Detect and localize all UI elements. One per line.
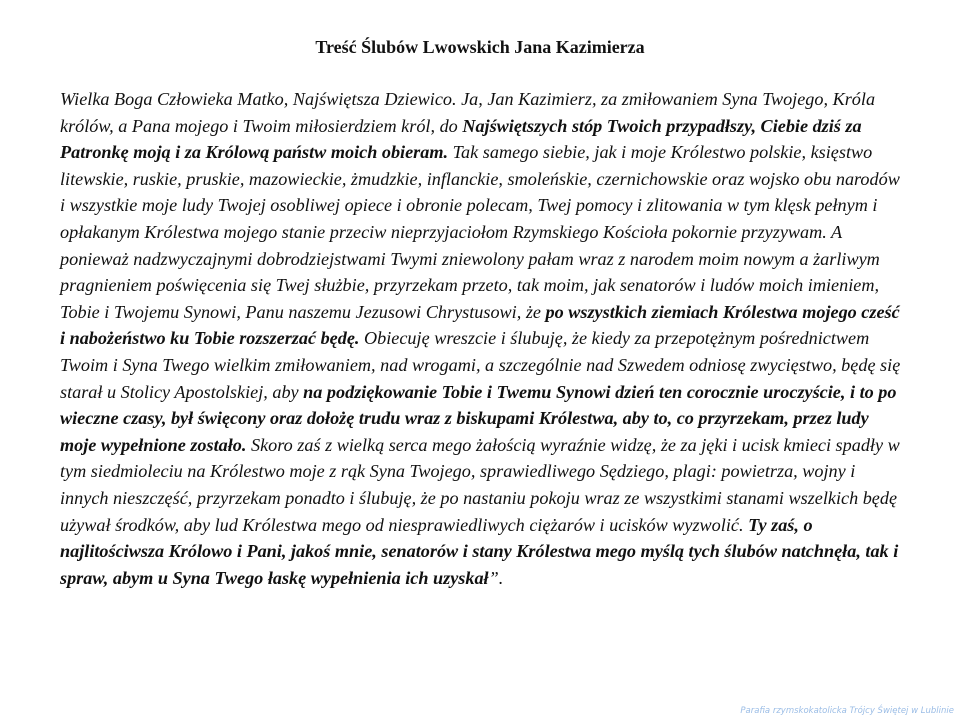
document-title: Treść Ślubów Lwowskich Jana Kazimierza <box>315 37 645 57</box>
vow-text-segment-bold: Ty zaś, o najlitościwsza Królowo i Pani, jakoś mnie, senatorów i stany Królestwa mego myślą tych ślubów natchnęła, tak i spraw, abym u Syna Twego łaskę wypełnienia ich uzyskał <box>60 514 899 588</box>
vow-text-segment: Obiecuję wreszcie i ślubuję, że kiedy za przepotężnym pośrednictwem Twoim i Syna Twego wielkim zmiłowaniem, nad wrogami, a szczególnie nad Szwedem odniosę zwycięstwo, będę się starał u Stolicy Apostolskiej, aby <box>60 328 901 402</box>
vow-text-segment-bold: po wszystkich ziemiach Królestwa mojego cześć i nabożeństwo ku Tobie rozszerzać będę. <box>60 301 900 349</box>
vow-text-segment-bold: na podziękowanie Tobie i Twemu Synowi dzień ten corocznie uroczyście, i to po wieczne czasy, był święcony oraz dołożę trudu wraz z biskupami Królestwa, aby to, co przyrzekam, przez ludy moje wypełnione zostało. <box>60 381 897 455</box>
footer-credit: Parafia rzymskokatolicka Trójcy Świętej w Lublinie <box>740 706 954 716</box>
vow-text-segment: Tak samego siebie, jak i moje Królestwo polskie, księstwo litewskie, ruskie, pruskie, mazowieckie, żmudzkie, inflanckie, smoleńskie, czernichowskie oraz wojsko obu narodów i wszystkie moje ludy Twojej osobliwej opiece i obronie polecam, Twej pomocy i zlitowania w tym klęsk pełnym i opłakanym Królestwa mojego stanie przeciw nieprzyjaciołom Rzymskiego Kościoła pokornie przyzywam. A ponieważ nadzwyczajnymi dobrodziejstwami Twymi zniewolony pałam wraz z narodem moim nowym a żarliwym pragnieniem poświęcenia się Twej służbie, przyrzekam przeto, tak moim, jak senatorów i ludów moich imieniem, Tobie i Twojemu Synowi, Panu naszemu Jezusowi Chrystusowi, że <box>60 142 900 322</box>
vow-text-segment: Skoro zaś z wielką serca mego żałością wyraźnie widzę, że za jęki i ucisk kmieci spadły w tym siedmioleciu na Królestwo moje z rąk Syna Twojego, sprawiedliwego Sędziego, plagi: powietrza, wojny i innych nieszczęść, przyrzekam ponadto i ślubuję, że po nastaniu pokoju wraz ze wszystkimi stanami wszelkich będę używał środków, aby lud Królestwa mego od niesprawiedliwych ciężarów i ucisków wyzwolić. <box>60 434 900 535</box>
vow-text-segment-bold: Najświętszych stóp Twoich przypadłszy, Ciebie dziś za Patronkę moją i za Królową państw moich obieram. <box>60 115 862 163</box>
vow-text-segment: Wielka Boga Człowieka Matko, Najświętsza Dziewico. Ja, Jan Kazimierz, za zmiłowaniem Syna Twojego, Króla królów, a Pana mojego i Twoim miłosierdziem król, do <box>60 89 876 136</box>
vow-text <box>60 86 908 591</box>
vow-text-segment: ”. <box>488 567 504 588</box>
